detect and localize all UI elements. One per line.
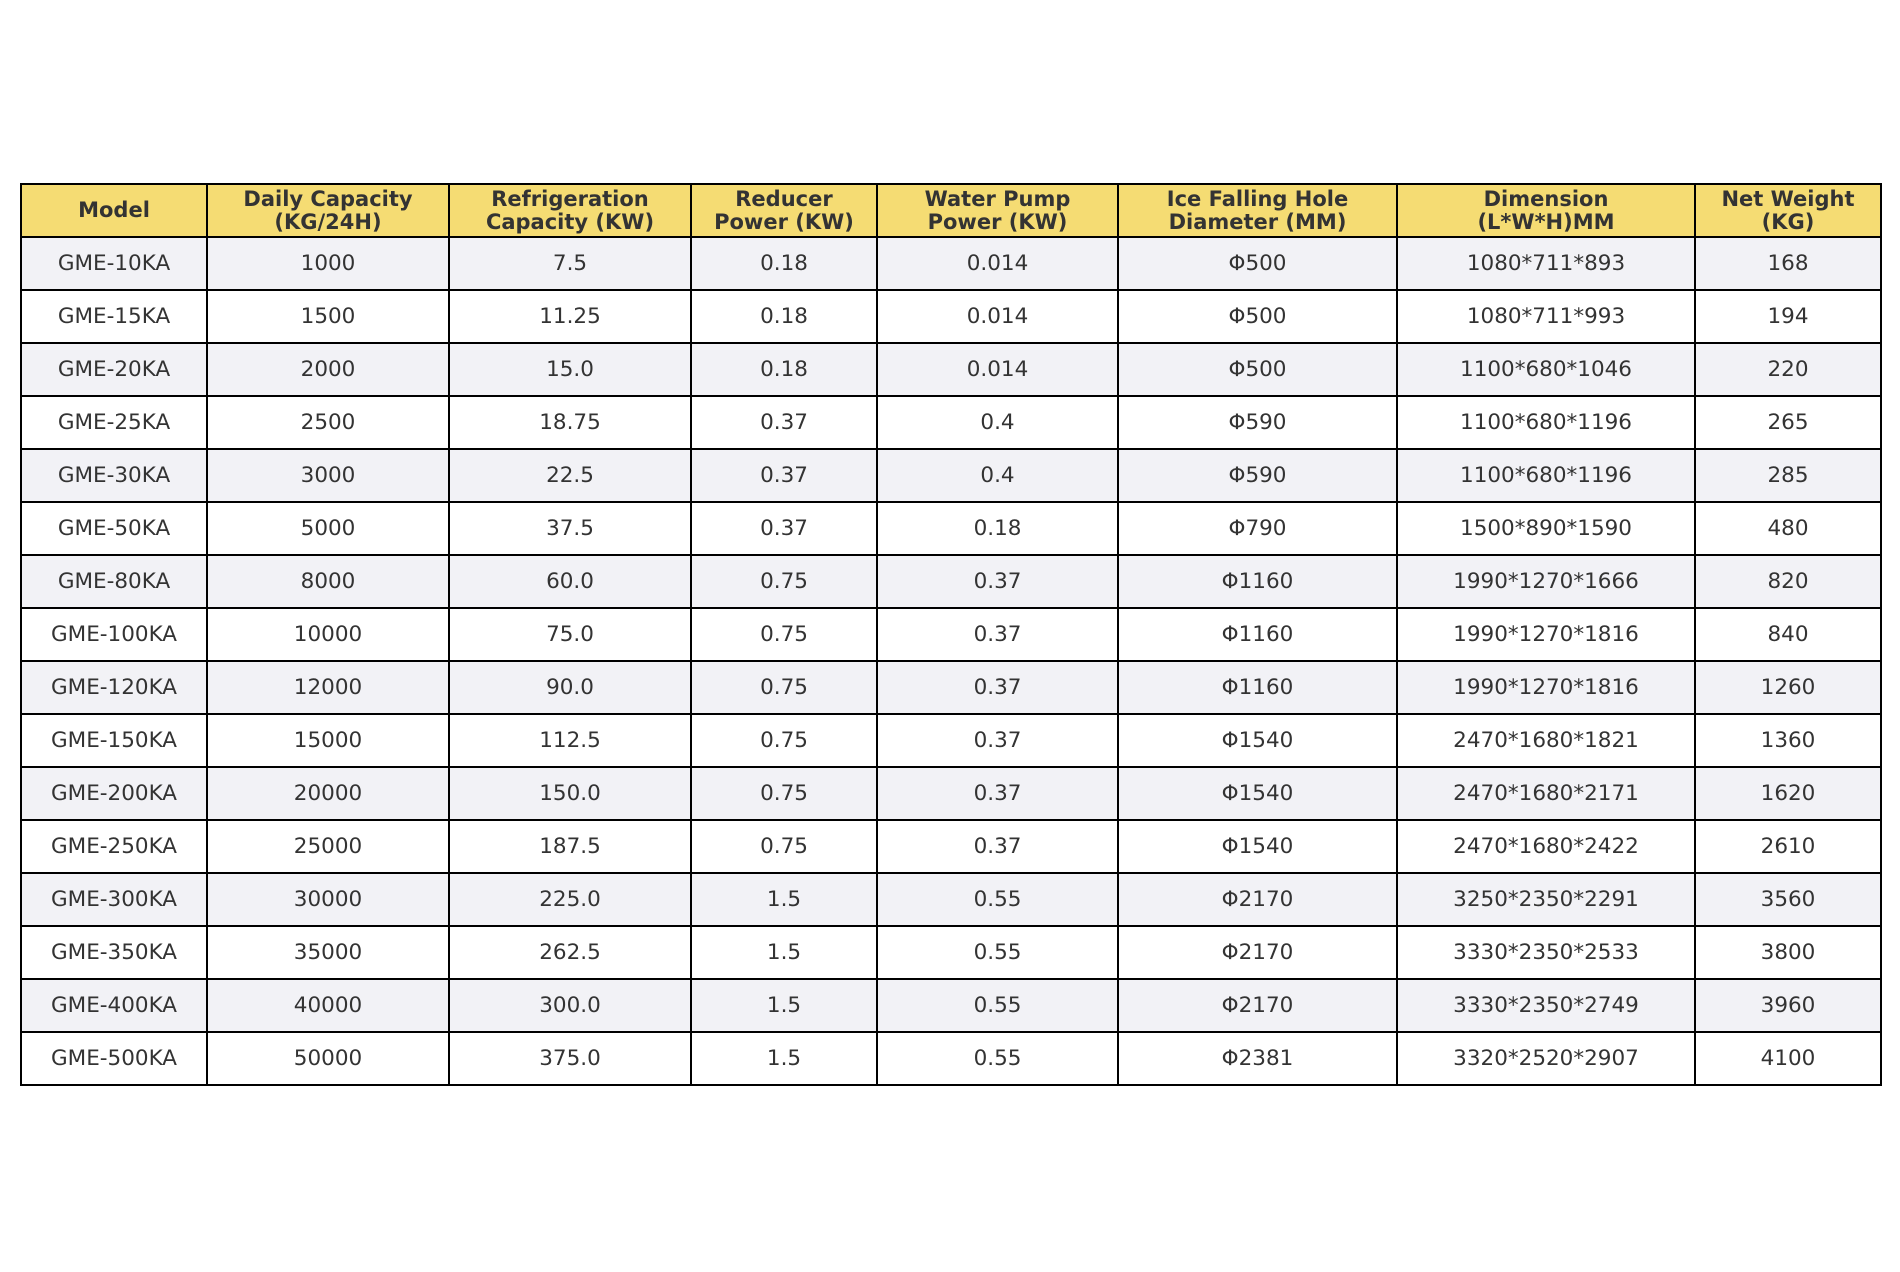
table-cell: 0.75 xyxy=(691,767,877,820)
table-cell: 0.55 xyxy=(877,1032,1118,1085)
table-cell: 0.37 xyxy=(877,555,1118,608)
table-cell: Φ500 xyxy=(1118,343,1397,396)
specification-table xyxy=(20,183,1882,1086)
table-cell: 220 xyxy=(1695,343,1881,396)
table-cell: 15000 xyxy=(207,714,449,767)
table-cell: Φ790 xyxy=(1118,502,1397,555)
table-cell: 1.5 xyxy=(691,873,877,926)
table-cell: 0.37 xyxy=(691,396,877,449)
table-row xyxy=(21,767,1881,820)
table-cell: 1100*680*1196 xyxy=(1397,396,1695,449)
table-cell: Φ1540 xyxy=(1118,714,1397,767)
table-cell: 1360 xyxy=(1695,714,1881,767)
table-cell: Φ1540 xyxy=(1118,820,1397,873)
table-cell: 1080*711*893 xyxy=(1397,237,1695,290)
table-cell: 0.37 xyxy=(691,449,877,502)
table-cell: 60.0 xyxy=(449,555,691,608)
table-cell: 15.0 xyxy=(449,343,691,396)
table-cell: 0.55 xyxy=(877,979,1118,1032)
table-cell: 1500 xyxy=(207,290,449,343)
table-row xyxy=(21,449,1881,502)
table-cell: 3960 xyxy=(1695,979,1881,1032)
column-header: Dimension (L*W*H)MM xyxy=(1397,184,1695,237)
table-cell: 1080*711*993 xyxy=(1397,290,1695,343)
table-cell: GME-200KA xyxy=(21,767,207,820)
table-cell: Φ1160 xyxy=(1118,661,1397,714)
table-cell: 90.0 xyxy=(449,661,691,714)
table-cell: 150.0 xyxy=(449,767,691,820)
table-cell: 480 xyxy=(1695,502,1881,555)
table-cell: 0.55 xyxy=(877,873,1118,926)
table-cell: 2500 xyxy=(207,396,449,449)
table-cell: 3250*2350*2291 xyxy=(1397,873,1695,926)
table-cell: 1100*680*1196 xyxy=(1397,449,1695,502)
table-cell: 2470*1680*2422 xyxy=(1397,820,1695,873)
table-cell: 7.5 xyxy=(449,237,691,290)
table-cell: 820 xyxy=(1695,555,1881,608)
table-cell: 0.18 xyxy=(691,237,877,290)
table-cell: 262.5 xyxy=(449,926,691,979)
table-cell: 1.5 xyxy=(691,926,877,979)
table-cell: 0.18 xyxy=(691,290,877,343)
table-cell: Φ590 xyxy=(1118,396,1397,449)
column-header: Daily Capacity (KG/24H) xyxy=(207,184,449,237)
table-cell: 2470*1680*2171 xyxy=(1397,767,1695,820)
table-row xyxy=(21,979,1881,1032)
table-cell: Φ590 xyxy=(1118,449,1397,502)
table-cell: 225.0 xyxy=(449,873,691,926)
table-row xyxy=(21,661,1881,714)
table-row xyxy=(21,1032,1881,1085)
table-row xyxy=(21,502,1881,555)
table-cell: 1990*1270*1816 xyxy=(1397,608,1695,661)
table-cell: 50000 xyxy=(207,1032,449,1085)
table-cell: 30000 xyxy=(207,873,449,926)
table-cell: GME-20KA xyxy=(21,343,207,396)
table-cell: 1.5 xyxy=(691,979,877,1032)
table-cell: 0.37 xyxy=(877,608,1118,661)
table-cell: GME-120KA xyxy=(21,661,207,714)
table-cell: Φ2170 xyxy=(1118,873,1397,926)
table-cell: 0.75 xyxy=(691,661,877,714)
table-cell: GME-30KA xyxy=(21,449,207,502)
table-cell: Φ500 xyxy=(1118,290,1397,343)
table-cell: 1500*890*1590 xyxy=(1397,502,1695,555)
table-cell: 12000 xyxy=(207,661,449,714)
table-cell: 112.5 xyxy=(449,714,691,767)
table-cell: Φ2170 xyxy=(1118,926,1397,979)
table-row xyxy=(21,343,1881,396)
table-cell: 1990*1270*1666 xyxy=(1397,555,1695,608)
table-cell: Φ500 xyxy=(1118,237,1397,290)
table-body xyxy=(21,237,1881,1085)
table-cell: 10000 xyxy=(207,608,449,661)
table-row xyxy=(21,926,1881,979)
table-cell: 5000 xyxy=(207,502,449,555)
table-cell: 11.25 xyxy=(449,290,691,343)
table-cell: GME-50KA xyxy=(21,502,207,555)
table-row xyxy=(21,396,1881,449)
table-cell: 8000 xyxy=(207,555,449,608)
column-header: Ice Falling Hole Diameter (MM) xyxy=(1118,184,1397,237)
table-cell: 3800 xyxy=(1695,926,1881,979)
table-cell: 0.37 xyxy=(877,714,1118,767)
table-cell: 3330*2350*2533 xyxy=(1397,926,1695,979)
table-cell: 375.0 xyxy=(449,1032,691,1085)
table-cell: GME-10KA xyxy=(21,237,207,290)
table-row xyxy=(21,555,1881,608)
column-header: Reducer Power (KW) xyxy=(691,184,877,237)
table-cell: 0.014 xyxy=(877,343,1118,396)
table-cell: 0.18 xyxy=(877,502,1118,555)
table-cell: 285 xyxy=(1695,449,1881,502)
table-cell: 840 xyxy=(1695,608,1881,661)
table-cell: Φ1160 xyxy=(1118,608,1397,661)
table-cell: 0.4 xyxy=(877,449,1118,502)
table-cell: GME-80KA xyxy=(21,555,207,608)
table-cell: 2000 xyxy=(207,343,449,396)
table-cell: 187.5 xyxy=(449,820,691,873)
table-cell: 0.014 xyxy=(877,290,1118,343)
table-cell: 1260 xyxy=(1695,661,1881,714)
table-cell: GME-100KA xyxy=(21,608,207,661)
table-cell: 194 xyxy=(1695,290,1881,343)
column-header: Model xyxy=(21,184,207,237)
table-cell: Φ1540 xyxy=(1118,767,1397,820)
table-row xyxy=(21,873,1881,926)
table-cell: 25000 xyxy=(207,820,449,873)
table-row xyxy=(21,608,1881,661)
table-row xyxy=(21,237,1881,290)
table-cell: GME-25KA xyxy=(21,396,207,449)
table-cell: 1620 xyxy=(1695,767,1881,820)
table-cell: Φ2381 xyxy=(1118,1032,1397,1085)
table-cell: 3330*2350*2749 xyxy=(1397,979,1695,1032)
table-cell: 18.75 xyxy=(449,396,691,449)
table-cell: 0.4 xyxy=(877,396,1118,449)
table-cell: Φ2170 xyxy=(1118,979,1397,1032)
table-cell: GME-150KA xyxy=(21,714,207,767)
table-cell: GME-350KA xyxy=(21,926,207,979)
table-cell: 168 xyxy=(1695,237,1881,290)
table-cell: 22.5 xyxy=(449,449,691,502)
table-cell: 0.37 xyxy=(877,820,1118,873)
table-cell: 0.18 xyxy=(691,343,877,396)
table-cell: 1.5 xyxy=(691,1032,877,1085)
table-cell: 3320*2520*2907 xyxy=(1397,1032,1695,1085)
table-cell: 2610 xyxy=(1695,820,1881,873)
table-cell: 75.0 xyxy=(449,608,691,661)
table-cell: 0.37 xyxy=(877,767,1118,820)
table-cell: GME-250KA xyxy=(21,820,207,873)
column-header: Refrigeration Capacity (KW) xyxy=(449,184,691,237)
table-cell: 0.37 xyxy=(691,502,877,555)
table-cell: 1990*1270*1816 xyxy=(1397,661,1695,714)
table-cell: 4100 xyxy=(1695,1032,1881,1085)
table-row xyxy=(21,714,1881,767)
table-cell: GME-300KA xyxy=(21,873,207,926)
table-cell: 40000 xyxy=(207,979,449,1032)
table-cell: 265 xyxy=(1695,396,1881,449)
table-cell: 1100*680*1046 xyxy=(1397,343,1695,396)
table-cell: GME-500KA xyxy=(21,1032,207,1085)
table-row xyxy=(21,820,1881,873)
table-cell: 20000 xyxy=(207,767,449,820)
table-cell: 0.75 xyxy=(691,555,877,608)
table-cell: 0.75 xyxy=(691,820,877,873)
table-cell: 3560 xyxy=(1695,873,1881,926)
table-cell: GME-400KA xyxy=(21,979,207,1032)
table-cell: 2470*1680*1821 xyxy=(1397,714,1695,767)
table-cell: 0.37 xyxy=(877,661,1118,714)
table-cell: 3000 xyxy=(207,449,449,502)
column-header: Water Pump Power (KW) xyxy=(877,184,1118,237)
table-cell: 300.0 xyxy=(449,979,691,1032)
table-cell: GME-15KA xyxy=(21,290,207,343)
table-cell: 0.75 xyxy=(691,714,877,767)
table-cell: 0.75 xyxy=(691,608,877,661)
column-header: Net Weight (KG) xyxy=(1695,184,1881,237)
table-row xyxy=(21,290,1881,343)
table-header-row xyxy=(21,184,1881,237)
table-cell: 35000 xyxy=(207,926,449,979)
table-cell: 1000 xyxy=(207,237,449,290)
table-cell: 37.5 xyxy=(449,502,691,555)
table-cell: 0.014 xyxy=(877,237,1118,290)
table-cell: Φ1160 xyxy=(1118,555,1397,608)
table-cell: 0.55 xyxy=(877,926,1118,979)
